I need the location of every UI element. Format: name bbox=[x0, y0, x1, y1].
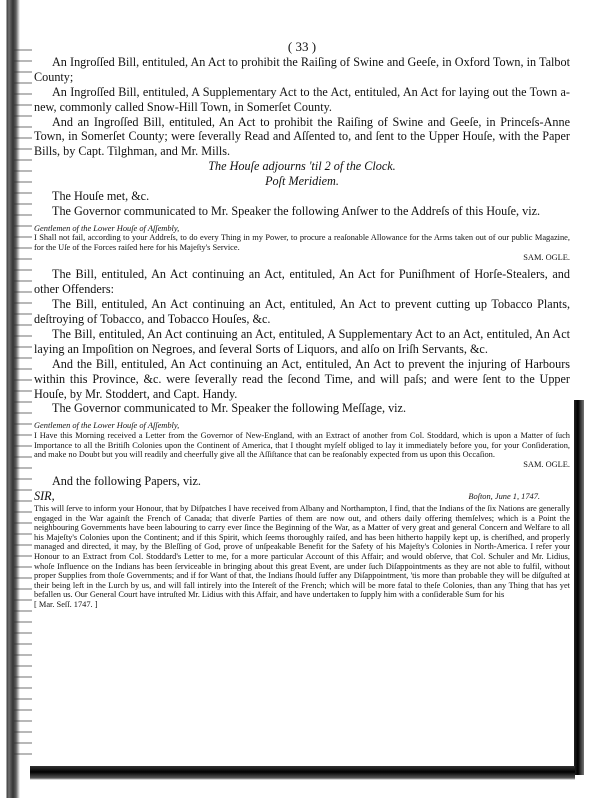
page-bottom-shadow bbox=[30, 766, 575, 780]
house-met-line: The Houſe met, &c. bbox=[52, 189, 150, 204]
letter-dateline: Boſton, June 1, 1747. bbox=[468, 492, 540, 502]
answer-signature: SAM. OGLE. bbox=[523, 252, 570, 262]
letter-body: This will ſerve to inform your Honour, that by Diſpatches I have received from Albany and Northampton, I find, that the Indians of the ſix Nations are generally engaged in the War againſt the French of Canada; that diverſe Parties of them are now out, and others daily offering themſelves; which is a Point the neighbouring Governments have been labouring to carry ever ſince the Beginning of the War, as a Matter of very great and general Concern and Welfare to all his Majeſty's Colonies upon the Continent; and if this Spirit, which ſeems thoroughly raiſed, and has been hitherto happily kept up, is cheriſhed, and properly managed and directed, it may, by the Bleſſing of God, prove of unſpeakable Benefit for the Safety of his Majeſty's Colonies in North-America. I refer your Honour to an Extract from Col. Stoddard's Letter to me, for a more particular Account of this Affair; and would obſerve, that Col. Schuler and Mr. Lidius, whoſe Influence on the Indians has been ſerviceable in bringing about this great Event, are under ſuch Diſappointments as they are not able to fulfil, without proper Supplies from thoſe Governments; and if for Want of that, the Indians ſhould ſuffer any Diſappointment, 'tis more than probable they will be diſguſted at their being left in the Lurch by us, and will fall intirely into the Intereſt of the French; which will be more fatal to theſe Colonies, than any Thing that has yet befallen us. Our General Court have intruſted Mr. Lidius with this Affair, and have undertaken to ſupply him with a conſiderable Sum for his bbox=[34, 504, 570, 600]
answer-salutation: Gentlemen of the Lower Houſe of Aſſembly, bbox=[34, 223, 180, 233]
bill-harbours: And the Bill, entituled, An Act continuing an Act, entituled, An Act to prevent the injuring of Harbours within this Province, &c. were ſeverally read the ſecond Time, and will paſs; and were ſent to the Upper Houſe, by Mr. Stoddert, and Capt. Handy. bbox=[34, 356, 570, 401]
page-right-shadow bbox=[574, 400, 584, 775]
letter-salutation: SIR, bbox=[34, 489, 55, 504]
page-signature-mark: [ Mar. Seſſ. 1747. ] bbox=[34, 600, 98, 610]
paragraph-ingrossed-bill-snow-hill: An Ingroſſed Bill, entituled, A Supplementary Act to the Act, entituled, An Act for laying out the Town a-new, commonly called Snow-Hill Town, in Somerſet County. bbox=[34, 84, 570, 114]
answer-body: I Shall not fail, according to your Addreſs, to do every Thing in my Power, to procure a reaſonable Allowance for the Arms taken out of our public Magazine, for the Uſe of the Forces raiſed here for his Majeſty's Service. bbox=[34, 233, 570, 253]
paragraph-ingrossed-bill-oxford: An Ingroſſed Bill, entituled, An Act to prohibit the Raiſing of Swine and Geeſe, in Oxford Town, in Talbot County; bbox=[34, 54, 570, 84]
message-signature: SAM. OGLE. bbox=[523, 459, 570, 469]
page-number: ( 33 ) bbox=[287, 39, 317, 54]
governor-message-intro: The Governor communicated to Mr. Speaker the following Meſſage, viz. bbox=[52, 401, 407, 416]
bill-negroes-liquors: The Bill, entituled, An Act continuing an Act, entituled, A Supplementary Act to an Act, entituled, An Act laying an Impoſition on Negroes, and ſeveral Sorts of Liquors, and alſo on Iriſh Servants, &c. bbox=[34, 326, 570, 356]
message-body: I Have this Morning received a Letter from the Governor of New-England, with an Extract of another from Col. Stoddard, which is upon a Matter of ſuch Importance to all the Britiſh Colonies upon the Continent of America, that I thought myſelf obliged to lay it immediately before you, for your Conſideration, and make no Doubt but you will readily and cheerfully give all the Aſſiſtance that can be reaſonably expected from us upon this Occaſion. bbox=[34, 430, 570, 460]
papers-intro: And the following Papers, viz. bbox=[52, 474, 201, 489]
message-salutation: Gentlemen of the Lower Houſe of Aſſembly, bbox=[34, 421, 180, 431]
adjournment-note: The Houſe adjourns 'til 2 of the Clock. bbox=[208, 159, 396, 174]
governor-answer-intro: The Governor communicated to Mr. Speaker the following Anſwer to the Addreſs of this Houſe, viz. bbox=[52, 203, 541, 218]
post-meridiem-heading: Poſt Meridiem. bbox=[265, 174, 339, 189]
paragraph-ingrossed-bill-princess-anne: And an Ingroſſed Bill, entituled, An Act to prohibit the Raiſing of Swine and Geeſe, in Princeſs-Anne Town, in Somerſet County; were ſeverally Read and Aſſented to, and ſent to the Upper Houſe, with the Paper Bills, by Capt. Tilghman, and Mr. Mills. bbox=[34, 114, 570, 159]
letter-salutation-line bbox=[34, 489, 570, 504]
bill-horse-stealers: The Bill, entituled, An Act continuing an Act, entituled, An Act for Puniſhment of Horſe-Stealers, and other Offenders: bbox=[34, 267, 570, 297]
page-binding-shadow bbox=[14, 40, 32, 760]
document-page bbox=[34, 40, 570, 610]
bill-tobacco-plants: The Bill, entituled, An Act continuing an Act, entituled, An Act to prevent cutting up Tobacco Plants, deſtroying of Tobacco, and Tobacco Houſes, &c. bbox=[34, 297, 570, 326]
